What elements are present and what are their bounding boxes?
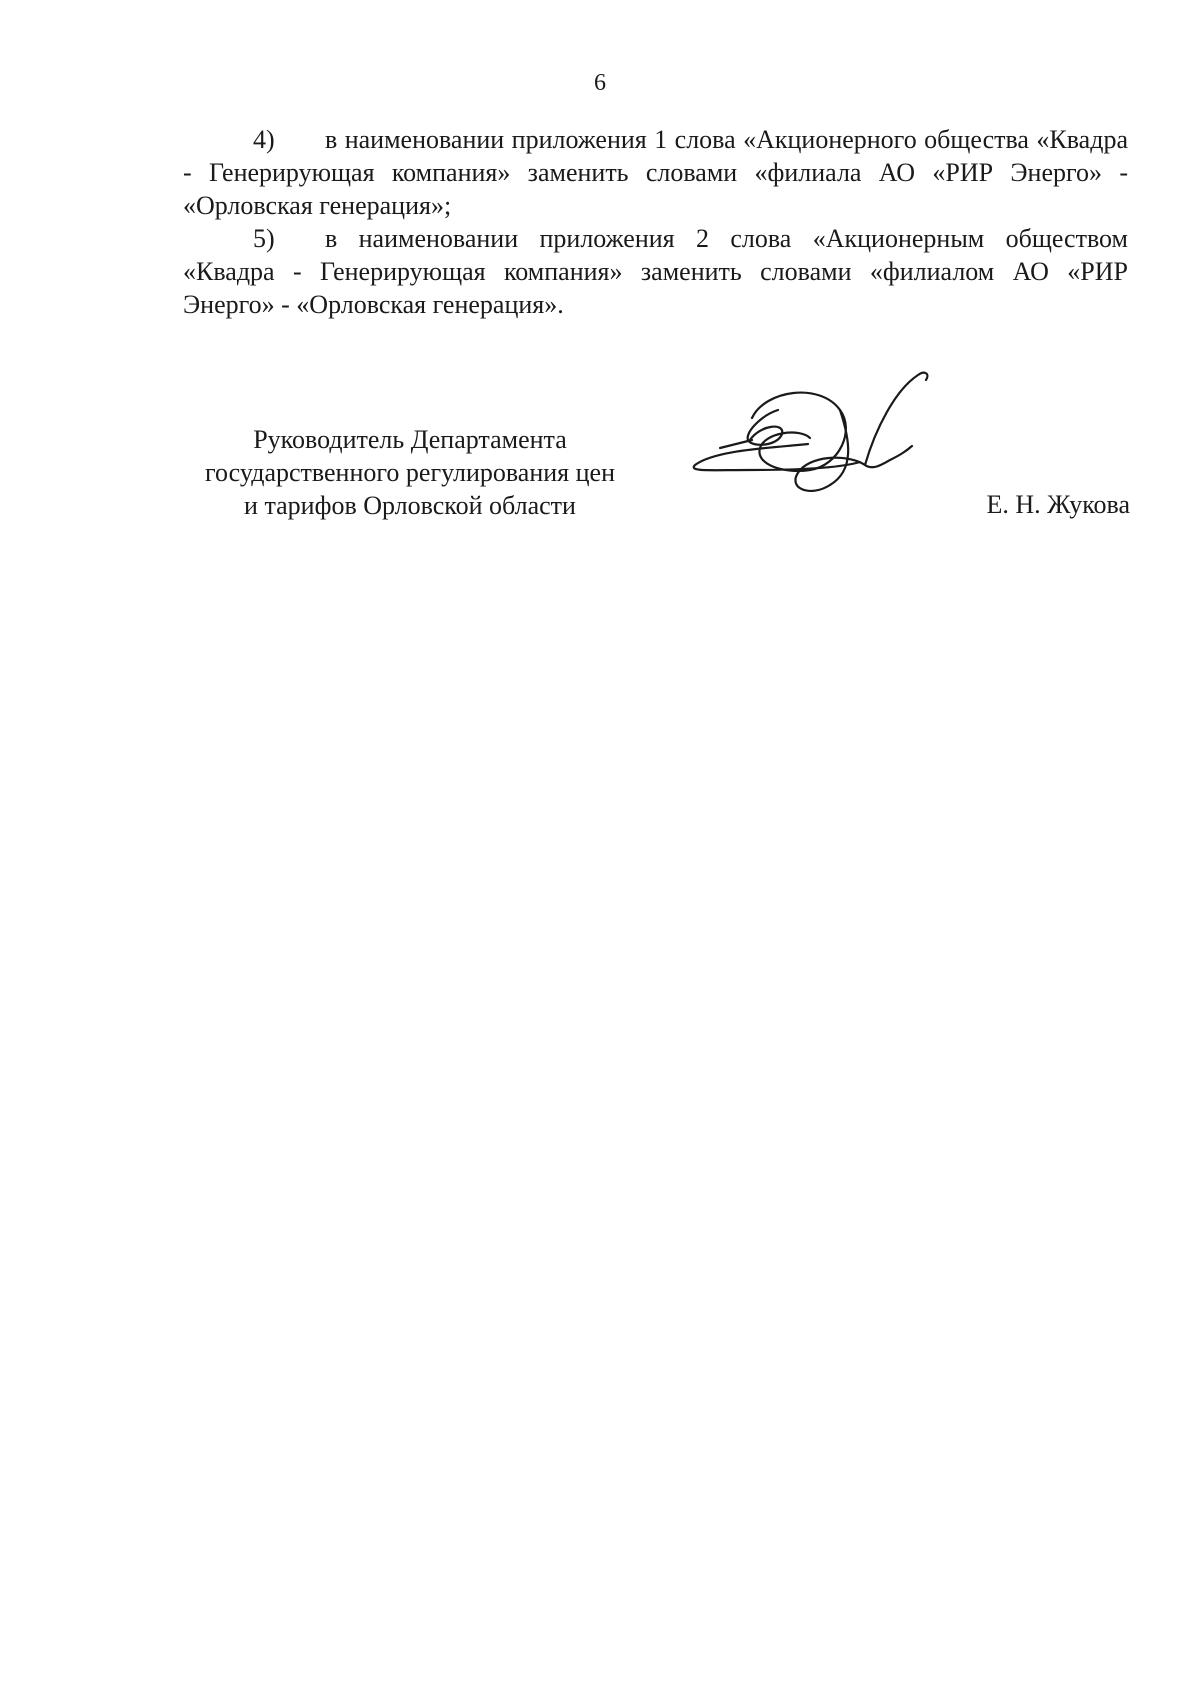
item-number: 4) bbox=[253, 125, 275, 154]
handwritten-signature bbox=[690, 370, 980, 540]
document-body bbox=[183, 123, 1128, 321]
list-item bbox=[183, 123, 1128, 222]
position-line: и тарифов Орловской области bbox=[244, 491, 576, 520]
position-line: Руководитель Департамента bbox=[253, 425, 567, 454]
item-text: в наименовании приложения 2 слова «Акционерным обществом «Квадра - Генерирующая компания» заменить словами «филиалом АО «РИР Энерго» - «Орловская генерация». bbox=[183, 224, 1128, 319]
item-text: в наименовании приложения 1 слова «Акционерного общества «Квадра - Генерирующая компания» заменить словами «филиала АО «РИР Энерго» - «Орловская генерация»; bbox=[183, 125, 1128, 220]
list-item bbox=[183, 222, 1128, 321]
item-number: 5) bbox=[253, 224, 275, 253]
position-line: государственного регулирования цен bbox=[205, 458, 615, 487]
page-number: 6 bbox=[594, 70, 606, 96]
signatory-position bbox=[180, 423, 640, 522]
signer-name: Е. Н. Жукова bbox=[986, 490, 1130, 519]
